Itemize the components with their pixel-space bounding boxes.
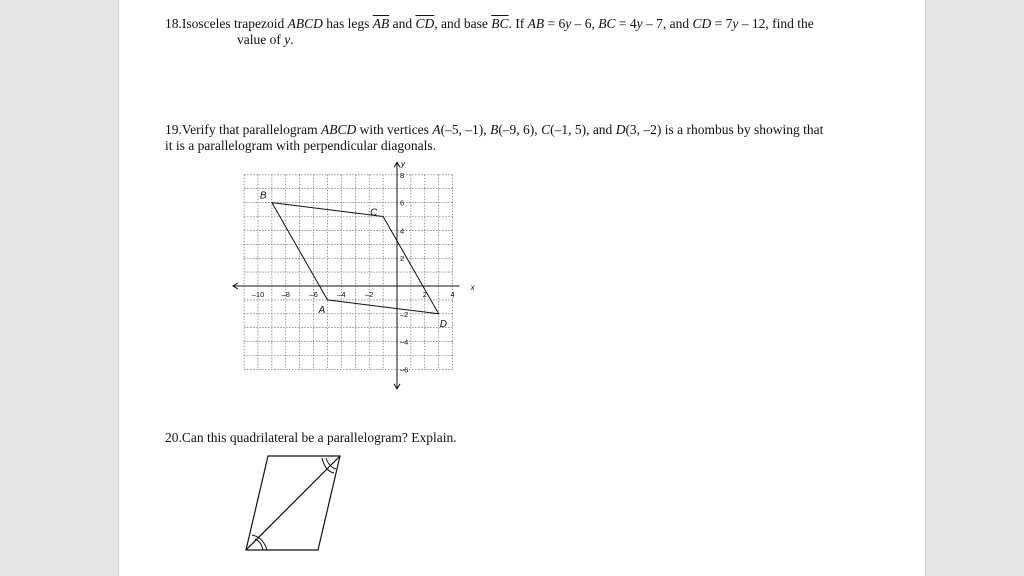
question-20-text: Can this quadrilateral be a parallelogram? Explain.: [181, 430, 457, 445]
question-number: 18.: [165, 16, 182, 31]
question-number: 19.: [165, 122, 182, 137]
tick-labels: [252, 171, 455, 375]
y-tick-label: –4: [400, 337, 409, 347]
angle-mark-top-1: [326, 458, 336, 469]
text: has legs: [322, 16, 373, 31]
y-tick-label: –6: [400, 365, 409, 375]
text: with vertices: [356, 122, 433, 137]
var: CD: [692, 16, 712, 31]
x-tick-label: –8: [281, 290, 290, 299]
y-tick-label: 6: [400, 198, 405, 208]
var: y: [636, 16, 643, 31]
text: .: [290, 32, 294, 47]
point-a: A: [432, 122, 441, 137]
text: (–1, 5), and: [550, 122, 616, 137]
segment-bc: $\overline{BC}$: [491, 16, 509, 31]
var: y: [284, 32, 291, 47]
vertex-label-a: A: [318, 304, 326, 316]
text: (3, –2) is a rhombus by showing that: [625, 122, 824, 137]
point-d: D: [615, 122, 626, 137]
question-number: 20.: [165, 430, 182, 445]
y-tick-label-top: 8: [400, 170, 405, 180]
text: and: [389, 16, 416, 31]
var: y: [732, 16, 739, 31]
x-tick-label: 2: [422, 290, 427, 299]
vertex-label-c: C: [370, 207, 378, 219]
text: – 6,: [571, 16, 599, 31]
question-19-line-2: it is a parallelogram with perpendicular diagonals.: [165, 138, 437, 153]
text: – 7, and: [642, 16, 693, 31]
grid-lines: [244, 175, 453, 370]
y-tick-label: 4: [400, 226, 405, 236]
point-b: B: [490, 122, 499, 137]
figure-name: ABCD: [287, 16, 323, 31]
question-20: [165, 430, 457, 446]
text: = 7: [711, 16, 733, 31]
text: (–5, –1),: [440, 122, 491, 137]
text: Verify that parallelogram: [181, 122, 321, 137]
point-c: C: [541, 122, 551, 137]
x-tick-label: –2: [365, 290, 374, 299]
text: Isosceles trapezoid: [181, 16, 288, 31]
x-tick-label: –10: [251, 290, 265, 299]
axes: [233, 159, 476, 388]
var: y: [565, 16, 572, 31]
x-tick-label: 4: [450, 290, 455, 299]
figure-name: ABCD: [320, 122, 357, 137]
y-tick-label: 2: [400, 254, 405, 264]
text: = 4: [615, 16, 637, 31]
x-tick-label: –6: [309, 290, 318, 299]
quadrilateral-diagonal: [246, 456, 340, 550]
document-page: [118, 0, 926, 576]
y-tick-label: –2: [400, 309, 409, 319]
quadrilateral-figure: [243, 452, 343, 554]
segment-cd: $\overline{CD}$: [415, 16, 435, 31]
angle-mark-top-2: [322, 458, 334, 473]
text: , and base: [434, 16, 492, 31]
coordinate-graph: [119, 0, 925, 576]
text: value of: [237, 32, 285, 47]
text: = 6: [544, 16, 566, 31]
parallelogram-abcd: [260, 191, 447, 330]
text: (–9, 6),: [498, 122, 542, 137]
x-axis-label: x: [470, 283, 475, 292]
var: BC: [598, 16, 616, 31]
text: . If: [508, 16, 528, 31]
vertex-label-b: B: [259, 190, 267, 202]
segment-ab: $\overline{AB}$: [372, 16, 390, 31]
text: – 12, find the: [738, 16, 814, 31]
y-axis-label: y: [401, 159, 405, 169]
vertex-label-d: D: [439, 318, 447, 330]
var: AB: [527, 16, 545, 31]
x-tick-label: –4: [337, 290, 346, 299]
